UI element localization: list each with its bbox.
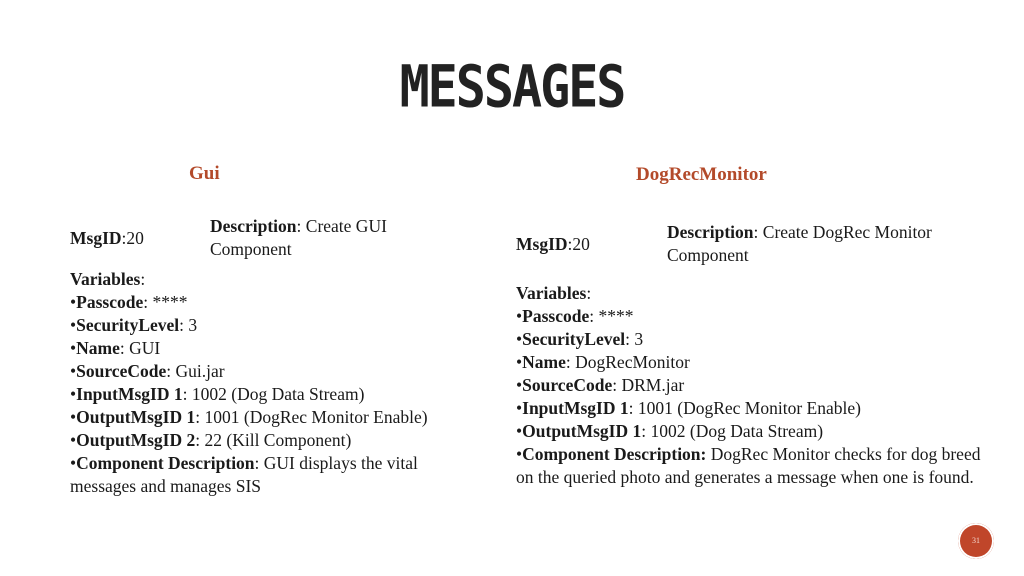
gui-var-outputmsgid1: •OutputMsgID 1: 1001 (DogRec Monitor Enable)	[70, 407, 428, 427]
gui-var-name: •Name: GUI	[70, 338, 161, 358]
gui-description	[210, 215, 450, 261]
gui-header: Gui	[189, 163, 220, 184]
gui-desc-value: : Create GUI Component	[210, 216, 387, 259]
dogrec-variables-block: Variables: •Passcode: **** •SecurityLevel: 3 •Name: DogRecMonitor •SourceCode: DRM.jar •InputMsgID 1: 1001 (DogRec Monitor Enable) •OutputMsgID 1: 1002 (Dog Data Stream) •Component Description: DogRec Monitor checks for dog breed on the queried photo and generates a message when one is found.	[516, 282, 986, 489]
dogrec-header: DogRecMonitor	[636, 164, 767, 185]
gui-var-sourcecode: •SourceCode: Gui.jar	[70, 361, 225, 381]
dogrec-var-outputmsgid1: •OutputMsgID 1: 1002 (Dog Data Stream)	[516, 421, 824, 441]
slide-number-badge	[958, 523, 994, 559]
gui-var-outputmsgid2: •OutputMsgID 2: 22 (Kill Component)	[70, 430, 352, 450]
slide-title: MESSAGES	[399, 53, 625, 121]
dogrec-var-passcode: •Passcode: ****	[516, 306, 634, 326]
gui-var-component-description: •Component Description: GUI displays the vital messages and manages SIS	[70, 453, 418, 496]
gui-desc-label: Description	[210, 216, 297, 236]
gui-var-securitylevel: •SecurityLevel: 3	[70, 315, 198, 335]
dogrec-msgid-value: :20	[567, 234, 590, 254]
dogrec-var-securitylevel: •SecurityLevel: 3	[516, 329, 644, 349]
dogrec-var-component-description: •Component Description: DogRec Monitor checks for dog breed on the queried photo and generates a message when one is found.	[516, 444, 981, 487]
gui-msgid-label: MsgID	[70, 228, 122, 248]
dogrec-msgid-label: MsgID	[516, 234, 568, 254]
dogrec-var-sourcecode: •SourceCode: DRM.jar	[516, 375, 685, 395]
dogrec-description	[667, 221, 937, 267]
dogrec-variables-label: Variables	[516, 283, 587, 303]
dogrec-desc-label: Description	[667, 222, 754, 242]
slide-number: 31	[972, 536, 980, 545]
gui-var-inputmsgid1: •InputMsgID 1: 1002 (Dog Data Stream)	[70, 384, 365, 404]
gui-var-passcode: •Passcode: ****	[70, 292, 188, 312]
dogrec-msgid	[516, 233, 590, 256]
gui-variables-label: Variables	[70, 269, 141, 289]
gui-variables-block: Variables: •Passcode: **** •SecurityLevel: 3 •Name: GUI •SourceCode: Gui.jar •InputMsgID 1: 1002 (Dog Data Stream) •OutputMsgID 1: 1001 (DogRec Monitor Enable) •OutputMsgID 2: 22 (Kill Component) •Component Description: GUI displays the vital messages and manages SIS	[70, 268, 470, 498]
gui-msgid	[70, 227, 144, 250]
dogrec-var-inputmsgid1: •InputMsgID 1: 1001 (DogRec Monitor Enable)	[516, 398, 861, 418]
gui-msgid-value: :20	[121, 228, 144, 248]
dogrec-var-name: •Name: DogRecMonitor	[516, 352, 690, 372]
dogrec-desc-value: : Create DogRec Monitor Component	[667, 222, 932, 265]
